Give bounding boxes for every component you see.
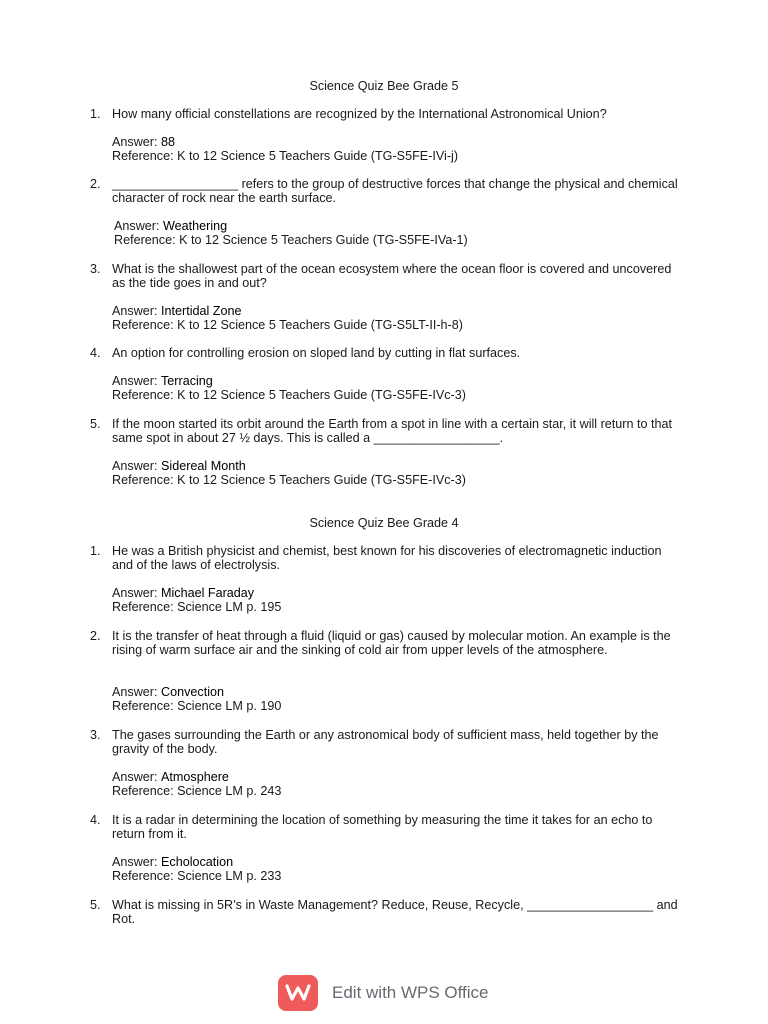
- question-number: 1.: [90, 544, 101, 558]
- answer-label: Answer:: [112, 770, 158, 784]
- answer-label: Answer:: [112, 135, 158, 149]
- answer-value: Michael Faraday: [161, 586, 255, 600]
- question-number: 1.: [90, 107, 101, 121]
- section-title: Science Quiz Bee Grade 4: [309, 516, 459, 530]
- answer-label: Answer:: [112, 586, 158, 600]
- answer-value: Sidereal Month: [161, 459, 246, 473]
- reference-text: Reference: Science LM p. 195: [112, 600, 282, 614]
- question-text: It is the transfer of heat through a fluid (liquid or gas) caused by molecular motion. An example is the rising of warm surface air and the sinking of cold air from upper levels of the atmosphere.: [112, 629, 671, 658]
- answer-line: [112, 459, 246, 473]
- wps-edit-text[interactable]: Edit with WPS Office: [332, 982, 489, 1002]
- answer-label: Answer:: [112, 374, 158, 388]
- answer-value: Terracing: [161, 374, 213, 388]
- answer-label: Answer:: [112, 304, 158, 318]
- answer-value: Convection: [161, 685, 225, 699]
- question-text: If the moon started its orbit around the Earth from a spot in line with a certain star, it will return to that same spot in about 27 ½ days. This is called a __________________.: [112, 417, 672, 446]
- answer-value: Weathering: [163, 219, 228, 233]
- answer-value: Atmosphere: [161, 770, 229, 784]
- answer-value: Intertidal Zone: [161, 304, 242, 318]
- question-text: He was a British physicist and chemist, best known for his discoveries of electromagnetic induction and of the laws of electrolysis.: [112, 544, 662, 573]
- question-text: It is a radar in determining the location of something by measuring the time it takes for an echo to return from it.: [112, 813, 653, 842]
- answer-line: [112, 586, 254, 600]
- question-text: What is the shallowest part of the ocean ecosystem where the ocean floor is covered and uncovered as the tide goes in and out?: [112, 262, 672, 291]
- reference-text: Reference: Science LM p. 190: [112, 699, 282, 713]
- question-number: 2.: [90, 177, 101, 191]
- reference-text: Reference: K to 12 Science 5 Teachers Guide (TG-S5LT-II-h-8): [112, 318, 463, 332]
- question-number: 3.: [90, 728, 101, 742]
- answer-line: [112, 304, 242, 318]
- wps-edit-banner[interactable]: [278, 974, 489, 1012]
- reference-text: Reference: K to 12 Science 5 Teachers Guide (TG-S5FE-IVc-3): [112, 473, 466, 487]
- answer-line: [112, 135, 175, 149]
- answer-line: [112, 855, 233, 869]
- question-text: What is missing in 5R’s in Waste Management? Reduce, Reuse, Recycle, __________________ and Rot.: [112, 898, 678, 927]
- answer-label: Answer:: [112, 685, 158, 699]
- question-text: An option for controlling erosion on sloped land by cutting in flat surfaces.: [112, 346, 521, 360]
- answer-label: Answer:: [112, 459, 158, 473]
- answer-line: [112, 374, 213, 388]
- question-text: __________________ refers to the group of destructive forces that change the physical and chemical character of rock near the earth surface.: [112, 177, 678, 206]
- reference-text: Reference: K to 12 Science 5 Teachers Guide (TG-S5FE-IVc-3): [112, 388, 466, 402]
- question-number: 2.: [90, 629, 101, 643]
- wps-logo-icon: [278, 975, 318, 1011]
- question-number: 4.: [90, 346, 101, 360]
- question-text: How many official constellations are recognized by the International Astronomical Union?: [112, 107, 607, 121]
- question-number: 4.: [90, 813, 101, 827]
- reference-text: Reference: K to 12 Science 5 Teachers Guide (TG-S5FE-IVa-1): [114, 233, 468, 247]
- reference-text: Reference: K to 12 Science 5 Teachers Guide (TG-S5FE-IVi-j): [112, 149, 459, 163]
- question-number: 5.: [90, 417, 101, 431]
- answer-line: [112, 770, 229, 784]
- section-title: Science Quiz Bee Grade 5: [309, 79, 459, 93]
- question-number: 5.: [90, 898, 101, 912]
- answer-value: 88: [161, 135, 176, 149]
- answer-label: Answer:: [114, 219, 160, 233]
- answer-label: Answer:: [112, 855, 158, 869]
- answer-line: [114, 219, 227, 233]
- question-number: 3.: [90, 262, 101, 276]
- reference-text: Reference: Science LM p. 243: [112, 784, 282, 798]
- reference-text: Reference: Science LM p. 233: [112, 869, 282, 883]
- answer-value: Echolocation: [161, 855, 234, 869]
- question-text: The gases surrounding the Earth or any astronomical body of sufficient mass, held together by the gravity of the body.: [112, 728, 659, 757]
- answer-line: [112, 685, 224, 699]
